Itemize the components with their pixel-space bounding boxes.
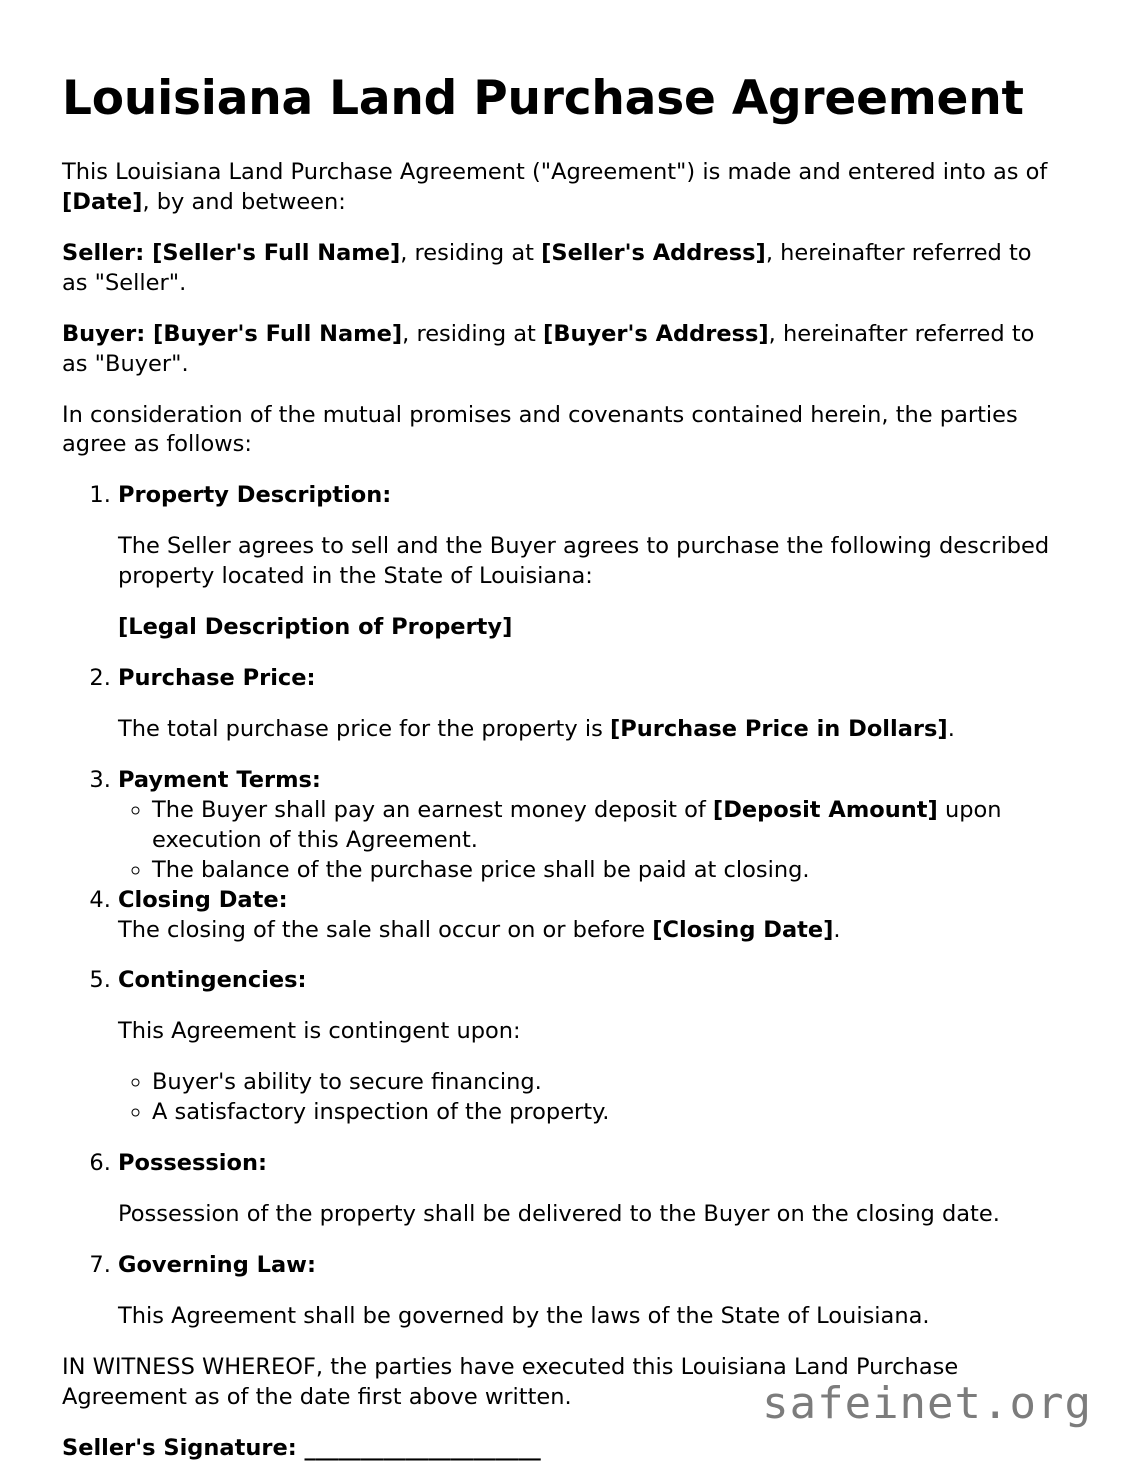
- bullet-2-text: The balance of the purchase price shall be paid at closing.: [152, 856, 810, 883]
- seller-signature-blank: _____________________: [304, 1434, 541, 1461]
- witness-clause: IN WITNESS WHEREOF, the parties have executed this Louisiana Land Purchase Agreement as of the date first above written.: [62, 1353, 959, 1410]
- seller-residing-text: , residing at: [400, 239, 542, 266]
- section-2-text-after: .: [947, 715, 955, 742]
- buyer-paragraph: [62, 320, 1052, 380]
- seller-signature-line: [62, 1434, 1052, 1464]
- section-contingencies: [118, 966, 1052, 1128]
- legal-description-placeholder: [Legal Description of Property]: [118, 614, 513, 641]
- section-7-heading: 7. Governing Law:: [118, 1251, 316, 1278]
- seller-address-placeholder: [Seller's Address]: [541, 239, 766, 266]
- buyer-address-placeholder: [Buyer's Address]: [543, 320, 769, 347]
- list-item: [152, 856, 1052, 886]
- section-4-paragraph: [118, 916, 1052, 946]
- buyer-label: Buyer:: [62, 320, 154, 347]
- section-2-text-before: The total purchase price for the property is: [118, 715, 610, 742]
- document-body: [62, 158, 1052, 1464]
- purchase-price-placeholder: [Purchase Price in Dollars]: [609, 715, 948, 742]
- section-7-paragraph: This Agreement shall be governed by the laws of the State of Louisiana.: [118, 1302, 930, 1329]
- intro-before-date: This Louisiana Land Purchase Agreement ("Agreement") is made and entered into as of: [62, 159, 1048, 185]
- section-purchase-price: [118, 664, 1052, 745]
- section-governing-law: [118, 1251, 1052, 1332]
- seller-suffix: , hereinafter referred to as "Seller".: [62, 239, 1032, 296]
- section-1-bold-paragraph: [118, 613, 1052, 643]
- section-5-heading: 5. Contingencies:: [118, 967, 307, 994]
- section-4-text-before: The closing of the sale shall occur on or before: [118, 916, 653, 943]
- bullet-1-after: upon execution of this Agreement.: [152, 796, 1002, 853]
- section-4-heading: 4. Closing Date:: [118, 886, 288, 913]
- seller-signature-label: Seller's Signature:: [62, 1434, 305, 1461]
- section-1-paragraph: The Seller agrees to sell and the Buyer agrees to purchase the following described property located in the State of Louisiana:: [118, 533, 1050, 590]
- seller-name-placeholder: [Seller's Full Name]: [152, 239, 401, 266]
- section-3-heading: 3. Payment Terms:: [118, 766, 321, 793]
- section-property-description: [118, 481, 1052, 643]
- intro-after-date: , by and between:: [142, 188, 346, 215]
- section-possession: [118, 1149, 1052, 1230]
- seller-paragraph: [62, 239, 1052, 299]
- section-2-heading: 2. Purchase Price:: [118, 665, 316, 692]
- closing-date-placeholder: [Closing Date]: [652, 916, 834, 943]
- section-payment-terms: [118, 766, 1052, 886]
- section-4-text-after: .: [833, 916, 841, 943]
- page-title: Louisiana Land Purchase Agreement: [62, 71, 1024, 126]
- section-closing-date: [118, 886, 1052, 946]
- section-5-paragraph: This Agreement is contingent upon:: [118, 1018, 521, 1045]
- section-2-paragraph: [118, 715, 1052, 745]
- section-6-paragraph: Possession of the property shall be delivered to the Buyer on the closing date.: [118, 1201, 1000, 1228]
- list-item: ◦ A satisfactory inspection of the property.: [152, 1098, 1052, 1128]
- deposit-amount-placeholder: [Deposit Amount]: [712, 796, 938, 823]
- intro-paragraph: [62, 158, 1052, 218]
- list-item: ◦ Buyer's ability to secure financing.: [152, 1068, 1052, 1098]
- section-6-heading: 6. Possession:: [118, 1150, 267, 1177]
- buyer-name-placeholder: [Buyer's Full Name]: [153, 320, 403, 347]
- bullet-1-before: The Buyer shall pay an earnest money deposit of: [152, 796, 713, 823]
- consideration-paragraph: In consideration of the mutual promises and covenants contained herein, the parties agree as follows:: [62, 401, 1018, 458]
- sections-list: [62, 481, 1052, 1331]
- payment-terms-bullets: [118, 796, 1052, 886]
- date-placeholder: [Date]: [62, 188, 143, 215]
- list-item: [152, 796, 1052, 856]
- contingencies-bullets: [118, 1068, 1052, 1128]
- buyer-residing-text: , residing at: [402, 320, 544, 347]
- seller-label: Seller:: [62, 239, 153, 266]
- buyer-suffix: , hereinafter referred to as "Buyer".: [62, 320, 1035, 377]
- watermark: safeinet.org: [762, 1378, 1092, 1429]
- section-1-heading: 1. Property Description:: [118, 482, 392, 509]
